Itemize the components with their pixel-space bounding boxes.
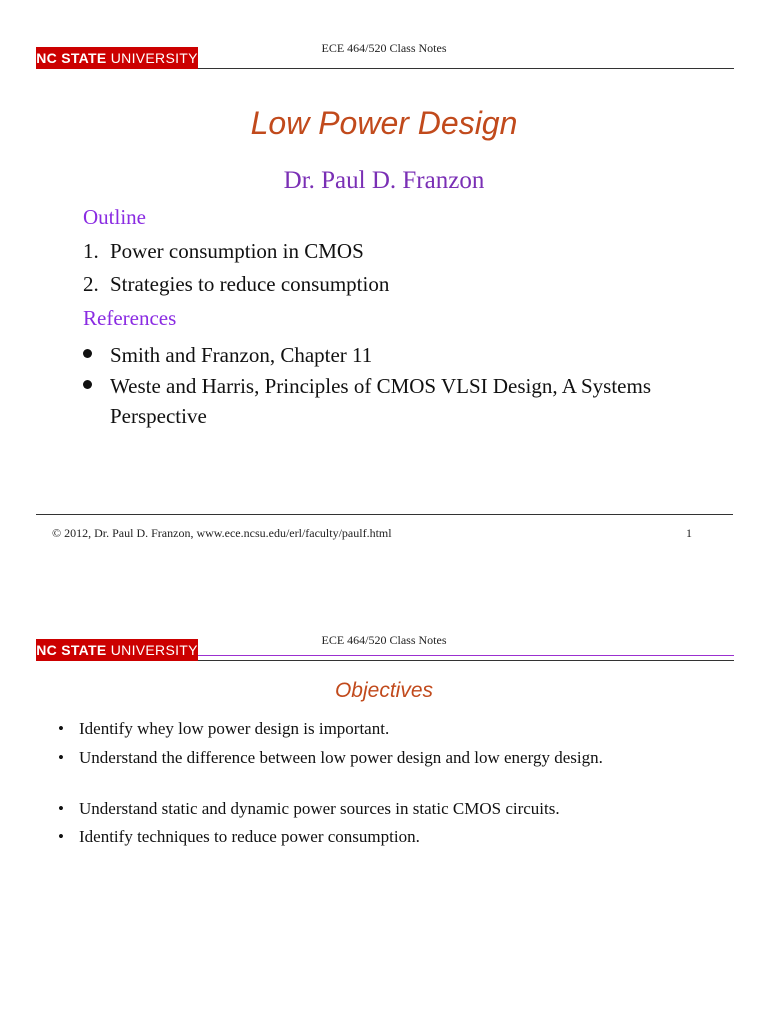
footer-rule — [36, 514, 733, 515]
outline-heading: Outline — [83, 205, 146, 229]
header-rule-secondary — [198, 660, 734, 661]
bullet-dot-icon — [83, 349, 92, 358]
references-heading: References — [83, 306, 177, 330]
objective-item: • Understand static and dynamic power sources in static CMOS circuits. — [58, 799, 560, 818]
bullet-dot-icon — [83, 380, 92, 389]
outline-item: 1. Power consumption in CMOS — [83, 239, 364, 263]
outline-item: 2. Strategies to reduce consumption — [83, 272, 390, 296]
objective-item: • Identify whey low power design is important. — [58, 719, 390, 738]
author-name: Dr. Paul D. Franzon — [283, 167, 485, 194]
slide-title: Objectives — [334, 679, 434, 702]
page-number: 1 — [686, 526, 692, 540]
header-rule — [198, 68, 734, 69]
slide-title: Low Power Design — [250, 105, 518, 141]
slide-1: NC STATE UNIVERSITY ECE 464/520 Class Notes Low Power Design Dr. Paul D. Franzon Outline 1. Power consumption in CMOS 2. Strategies to reduce consumption References Smith and Franzon, Chapter 11 Weste and Harris, Principles of CMOS VLSI Design, A Systems Perspective © 2012, Dr. Paul D. Franzon, www.ece.ncsu.edu/erl/faculty/paulf.html 1 — [0, 0, 768, 560]
slide-2 — [0, 615, 768, 1015]
objective-item: • Understand the difference between low power design and low energy design. — [58, 748, 603, 767]
header-rule — [198, 655, 734, 656]
nc-state-logo: NC STATE UNIVERSITY — [36, 639, 198, 661]
course-header: ECE 464/520 Class Notes — [321, 41, 447, 55]
copyright-footer: © 2012, Dr. Paul D. Franzon, www.ece.ncsu.edu/erl/faculty/paulf.html — [52, 526, 392, 540]
course-header: ECE 464/520 Class Notes — [321, 633, 447, 647]
objective-item: • Identify techniques to reduce power consumption. — [58, 827, 420, 846]
nc-state-logo: NC STATE UNIVERSITY — [36, 47, 198, 69]
